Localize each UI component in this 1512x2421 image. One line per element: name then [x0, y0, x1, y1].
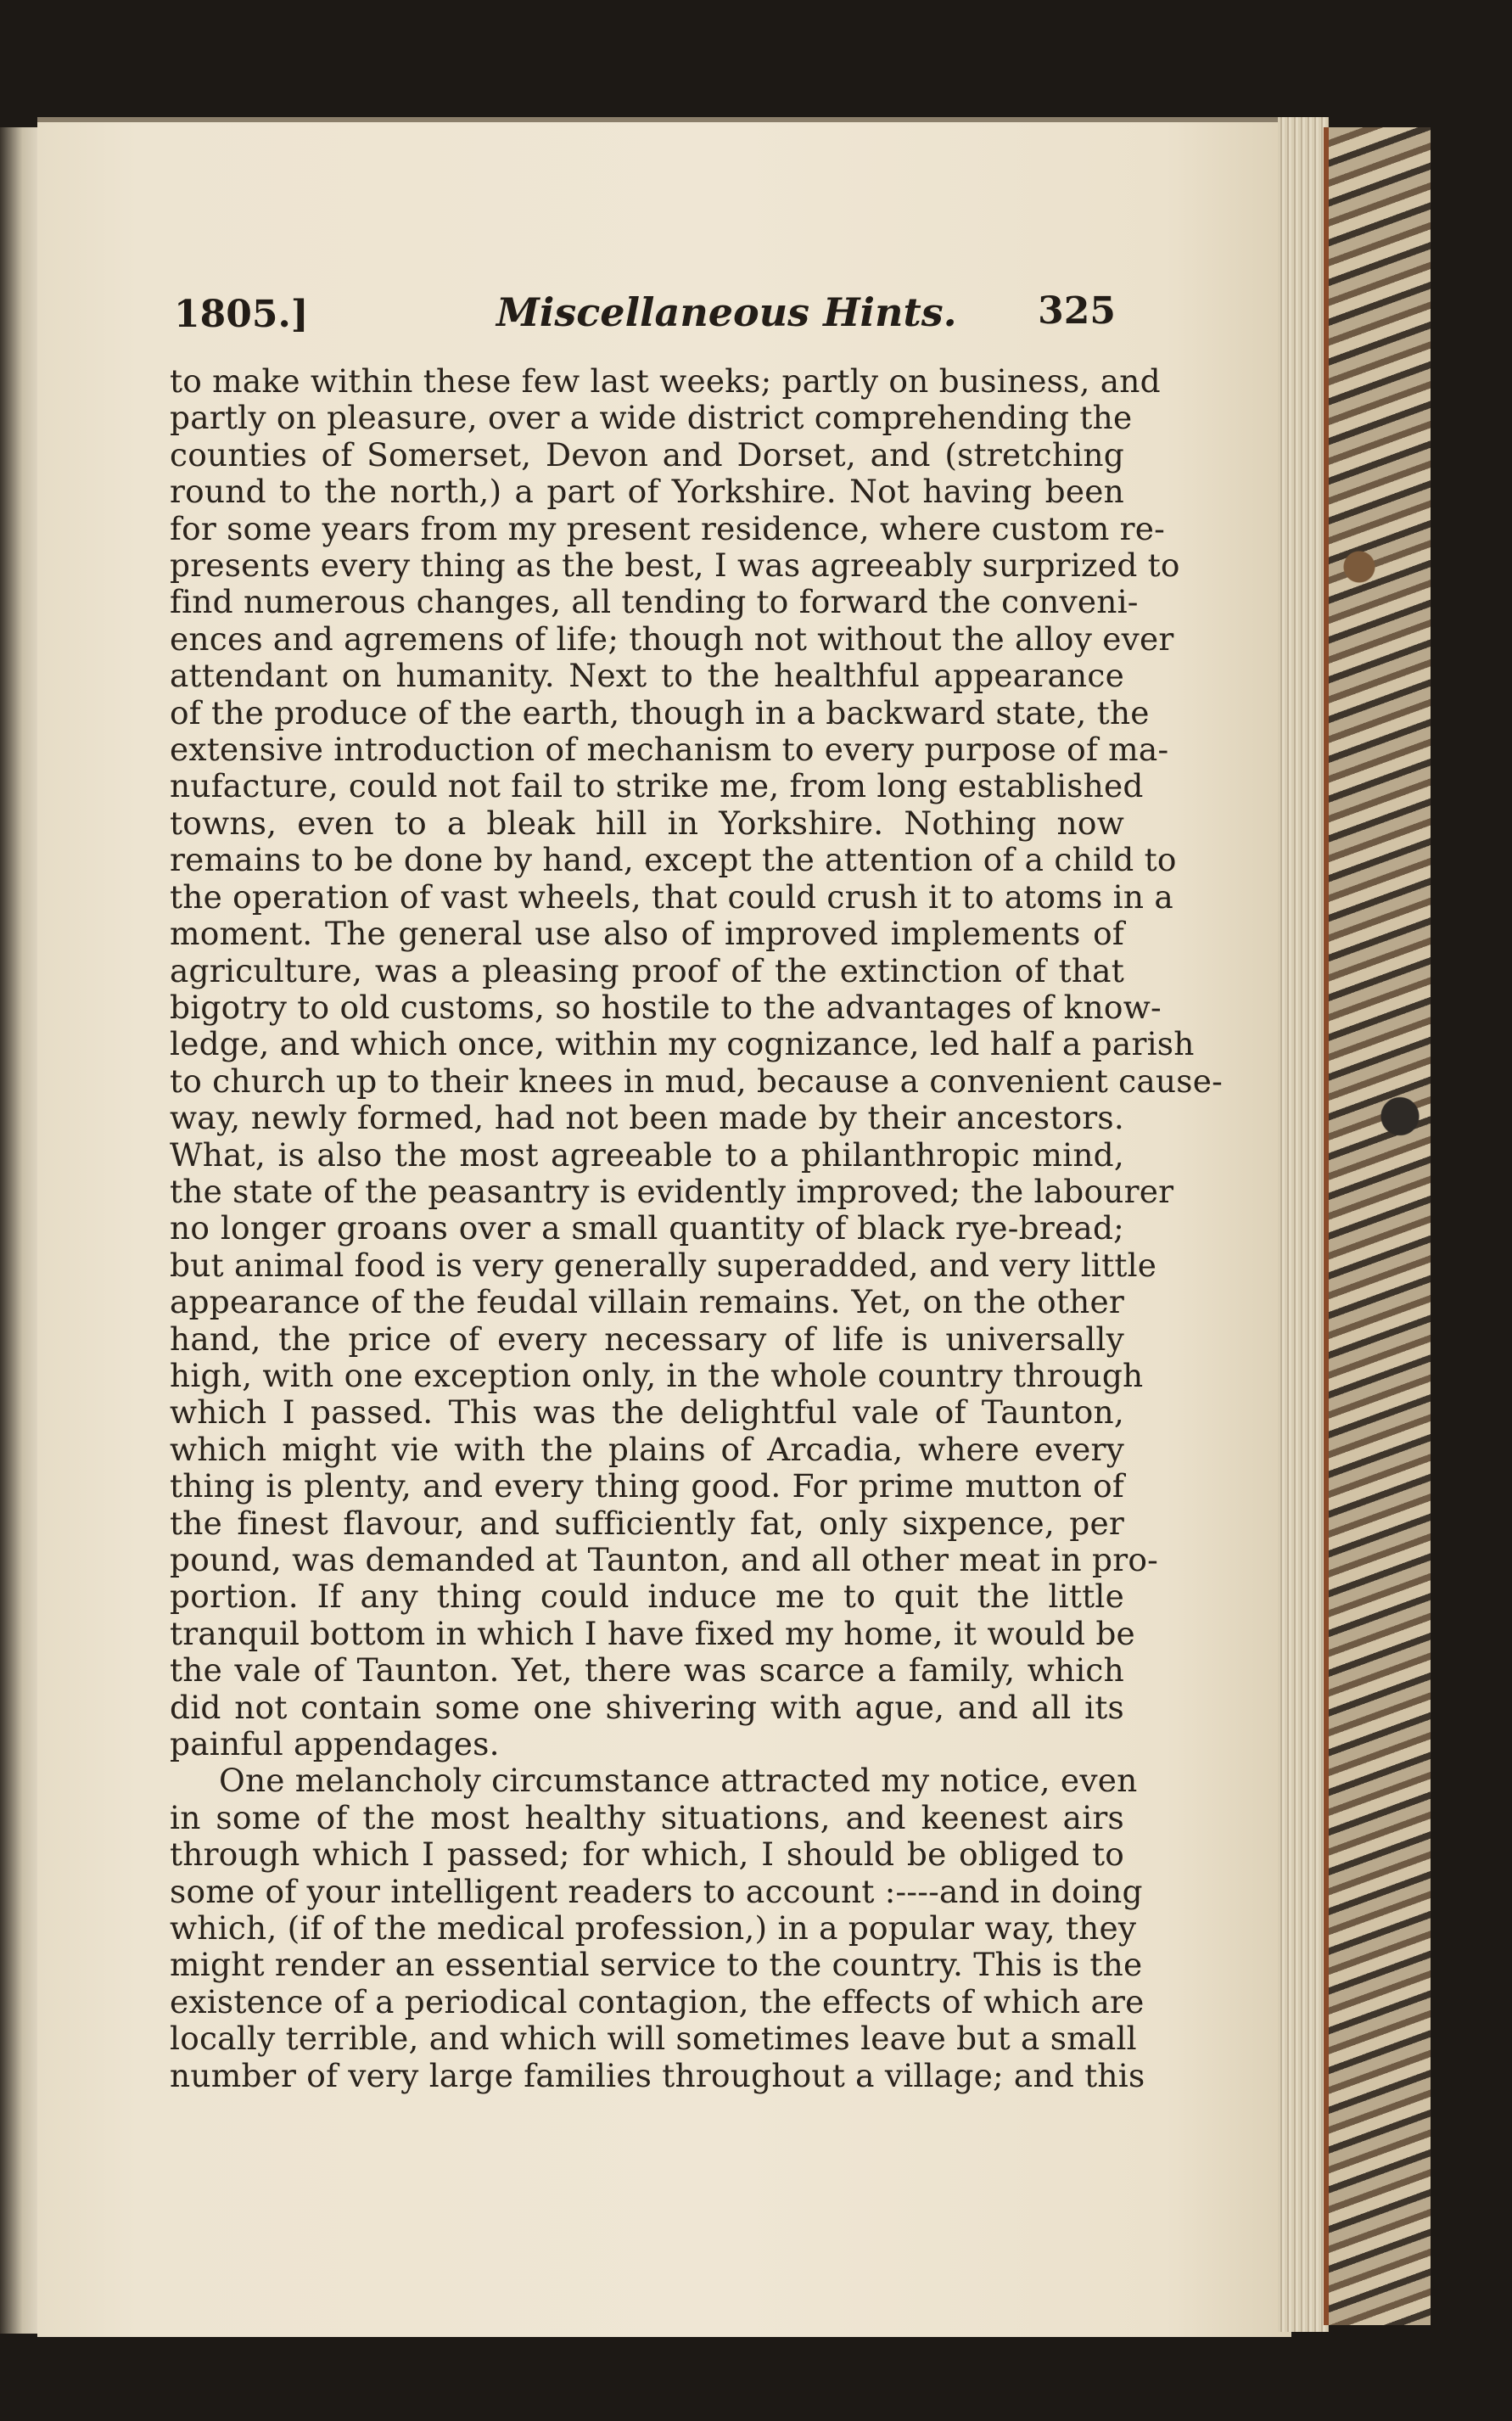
text-line: which might vie with the plains of Arcadia, where every — [170, 1430, 1124, 1468]
text-line: existence of a periodical contagion, the effects of which are — [170, 1982, 1145, 2020]
folio-year: 1805.] — [174, 293, 309, 336]
text-line: number of very large families throughout a village; and this — [170, 2056, 1145, 2094]
text-line: which I passed. This was the delightful vale of Taunton, — [170, 1393, 1124, 1432]
text-line: might render an essential service to the country. This is the — [170, 1946, 1143, 1984]
text-line: find numerous changes, all tending to forward the conveni- — [170, 583, 1139, 621]
text-line: locally terrible, and which will sometimes leave but a small — [170, 2020, 1137, 2058]
text-line: portion. If any thing could induce me to quit the little — [170, 1578, 1124, 1616]
running-title: Miscellaneous Hints. — [496, 289, 957, 335]
text-line: ences and agremens of life; though not without the alloy ever — [170, 619, 1174, 658]
text-line: the operation of vast wheels, that could crush it to atoms in a — [170, 877, 1173, 916]
text-line: appearance of the feudal villain remains. Yet, on the other — [170, 1283, 1124, 1321]
text-line: thing is plenty, and every thing good. For prime mutton of — [170, 1467, 1124, 1505]
text-line: way, newly formed, had not been made by their ancestors. — [170, 1099, 1124, 1137]
text-line: through which I passed; for which, I should be obliged to — [170, 1835, 1124, 1874]
text-line: What, is also the most agreeable to a philanthropic mind, — [170, 1135, 1124, 1174]
text-line: the finest flavour, and sufficiently fat, only sixpence, per — [170, 1504, 1124, 1542]
text-line: bigotry to old customs, so hostile to the advantages of know- — [170, 988, 1162, 1026]
text-line: pound, was demanded at Taunton, and all other meat in pro- — [170, 1541, 1158, 1578]
page-edges — [1278, 117, 1329, 2332]
page-number: 325 — [1038, 289, 1116, 333]
text-line: to church up to their knees in mud, because a convenient cause- — [170, 1062, 1223, 1100]
text-line: hand, the price of every necessary of life is universally — [170, 1320, 1124, 1358]
text-line: high, with one exception only, in the whole country through — [170, 1356, 1144, 1394]
text-line: round to the north,) a part of Yorkshire. Not having been — [170, 473, 1124, 511]
left-page-edge — [0, 127, 41, 2334]
text-line: for some years from my present residence, where custom re- — [170, 509, 1165, 547]
text-line: presents every thing as the best, I was agreeably surprized to — [170, 546, 1180, 585]
text-line: which, (if of the medical profession,) in a popular way, they — [170, 1909, 1137, 1947]
text-line: did not contain some one shivering with ague, and all its — [170, 1688, 1124, 1726]
text-line: the vale of Taunton. Yet, there was scarce a family, which — [170, 1651, 1124, 1690]
page-header — [174, 284, 1116, 344]
marbled-cover — [1324, 127, 1431, 2325]
text-line: of the produce of the earth, though in a backward state, the — [170, 693, 1150, 731]
text-line: painful appendages. — [170, 1725, 500, 1763]
text-line: no longer groans over a small quantity of black rye-bread; — [170, 1209, 1124, 1247]
text-line: One melancholy circumstance attracted my notice, even — [219, 1762, 1138, 1800]
text-line: tranquil bottom in which I have fixed my home, it would be — [170, 1614, 1135, 1652]
text-line: partly on pleasure, over a wide district comprehending the — [170, 399, 1133, 437]
text-line: agriculture, was a pleasing proof of the extinction of that — [170, 951, 1124, 989]
text-line: attendant on humanity. Next to the healthful appearance — [170, 657, 1124, 695]
text-line: some of your intelligent readers to account :----and in doing — [170, 1872, 1143, 1910]
text-line: moment. The general use also of improved implements of — [170, 915, 1124, 953]
text-line: towns, even to a bleak hill in Yorkshire. Nothing now — [170, 804, 1124, 842]
text-line: ledge, and which once, within my cognizance, led half a parish — [170, 1025, 1195, 1063]
text-line: nufacture, could not fail to strike me, from long established — [170, 767, 1144, 805]
text-line: to make within these few last weeks; partly on business, and — [170, 362, 1161, 400]
text-line: but animal food is very generally superadded, and very little — [170, 1246, 1157, 1284]
text-line: the state of the peasantry is evidently improved; the labourer — [170, 1172, 1174, 1210]
text-line: remains to be done by hand, except the attention of a child to — [170, 841, 1177, 879]
text-line: counties of Somerset, Devon and Dorset, and (stretching — [170, 435, 1124, 474]
text-line: in some of the most healthy situations, and keenest airs — [170, 1798, 1124, 1836]
text-line: extensive introduction of mechanism to every purpose of ma- — [170, 731, 1169, 769]
body-text — [170, 362, 1223, 2094]
